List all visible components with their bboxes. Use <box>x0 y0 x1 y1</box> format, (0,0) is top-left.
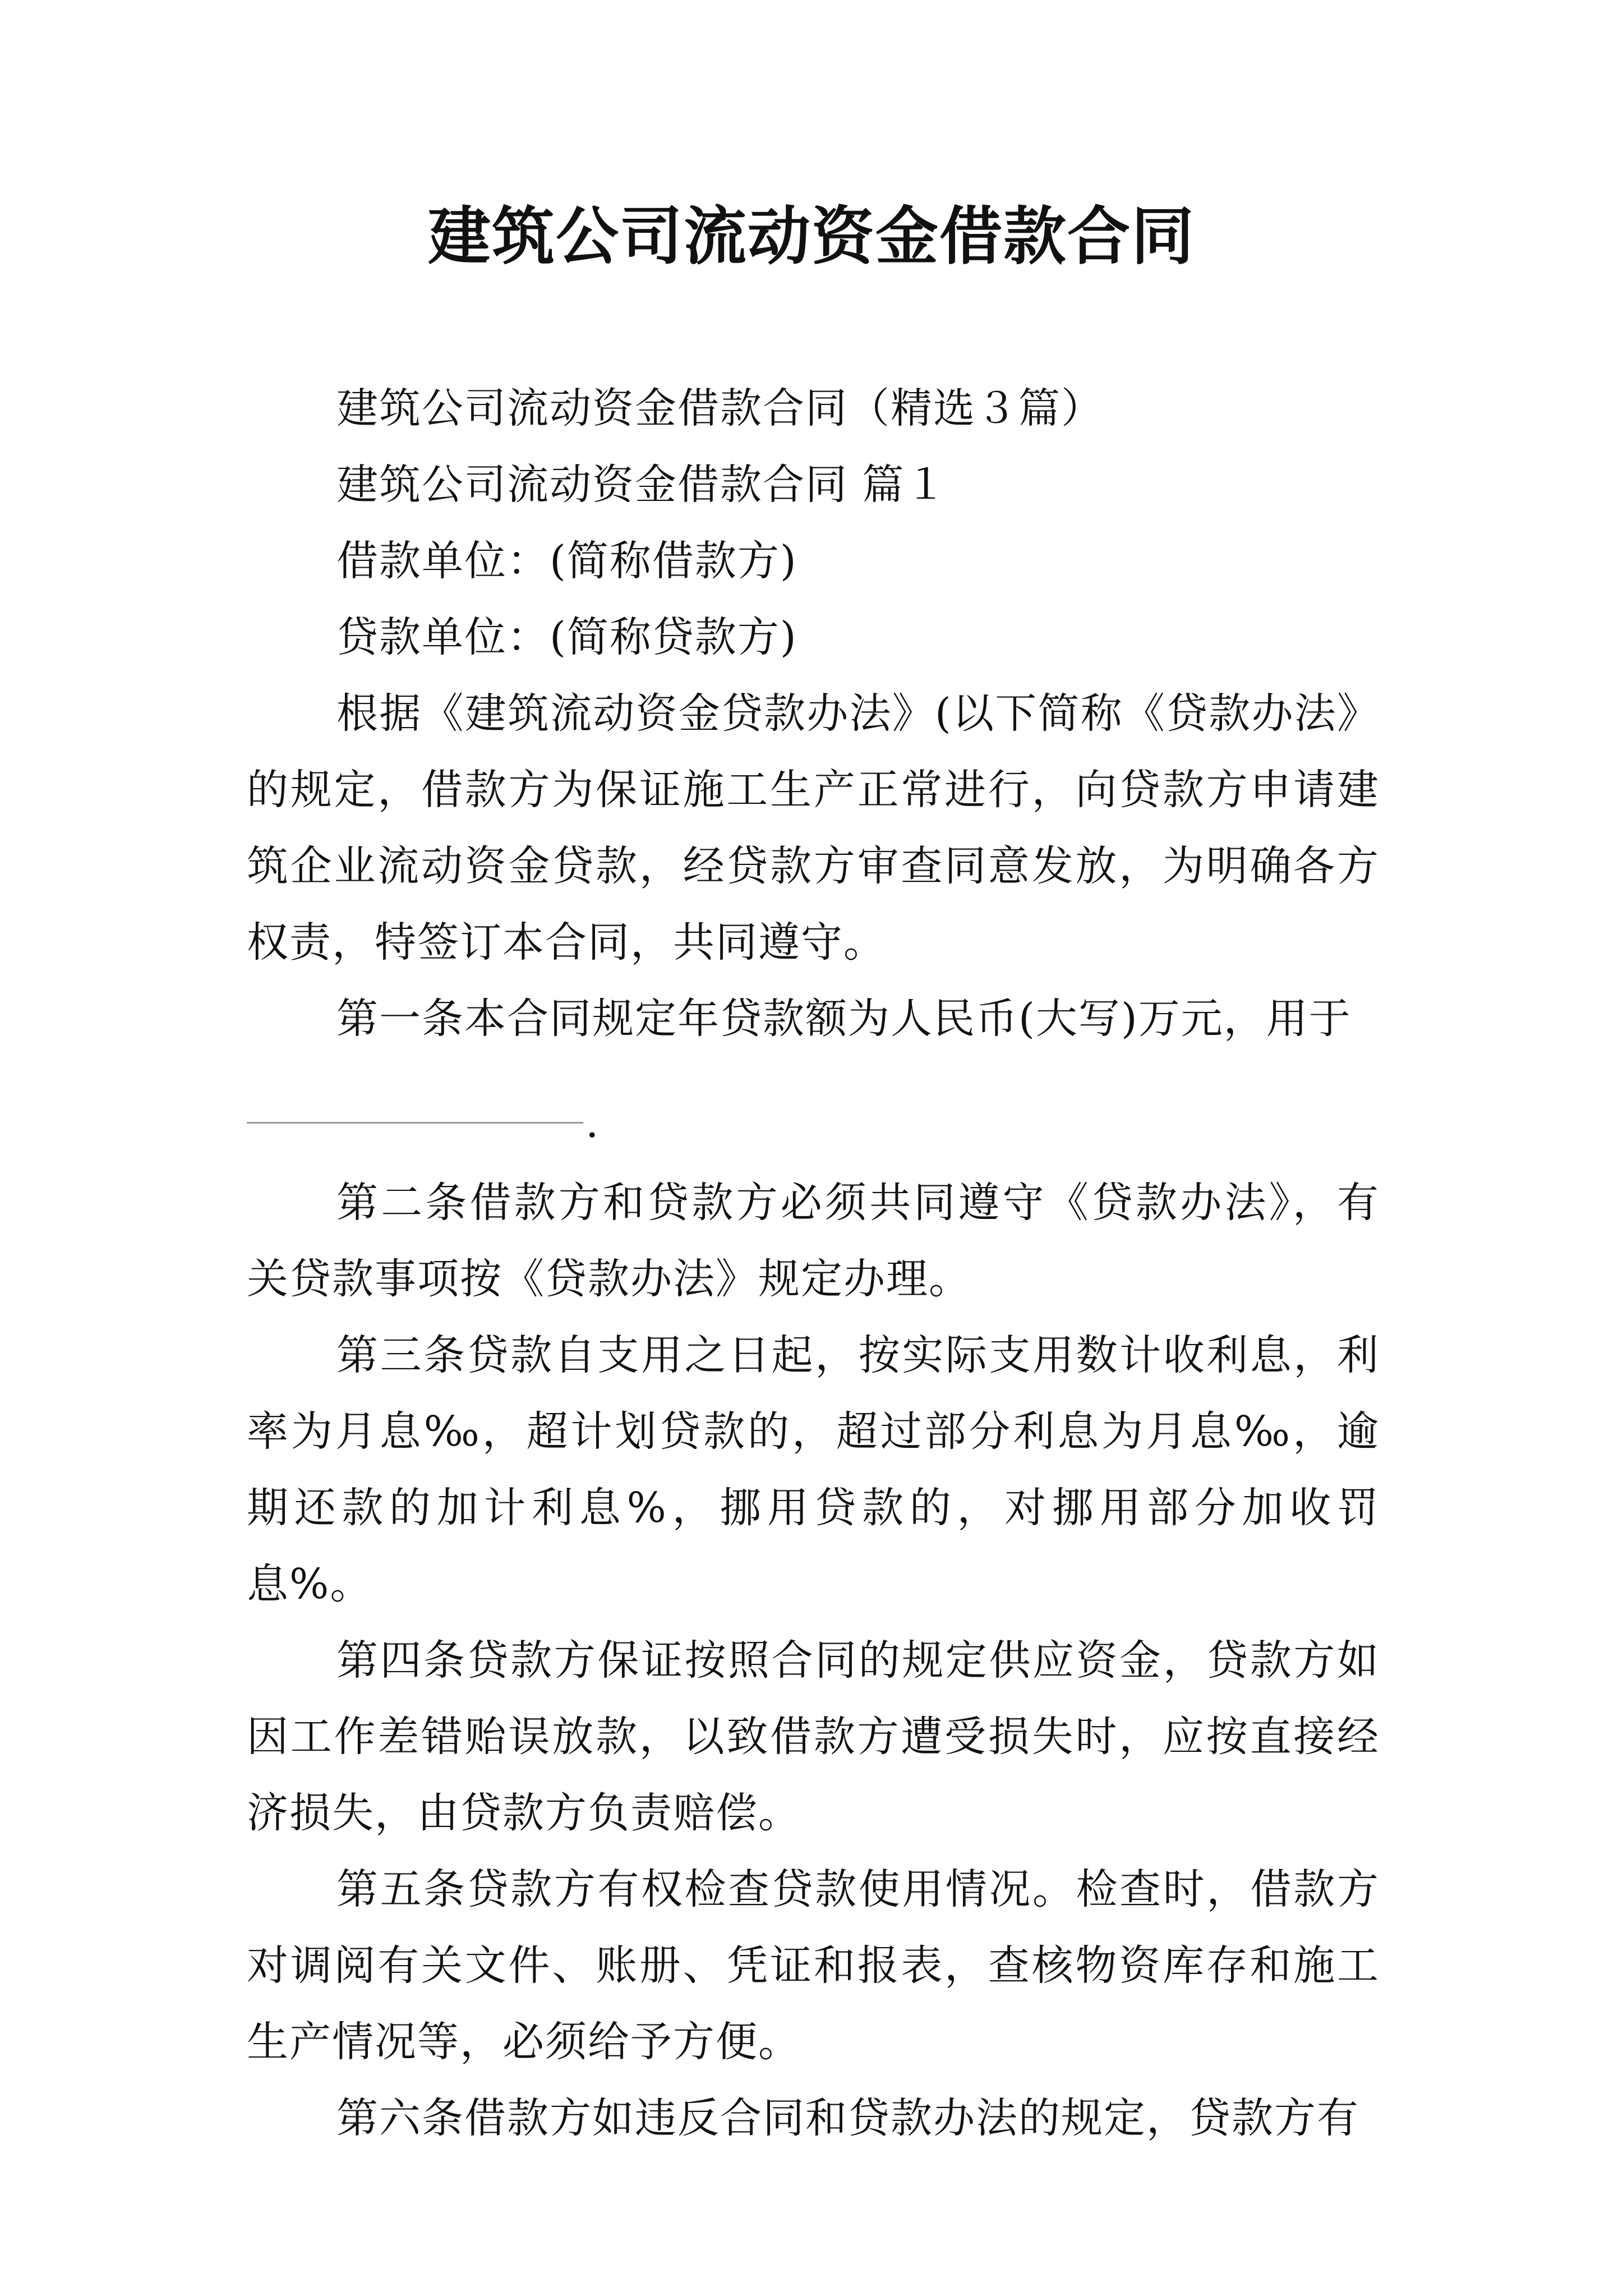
document-title: 建筑公司流动资金借款合同 <box>428 200 1195 273</box>
fill-in-blank <box>247 1085 1380 1161</box>
paragraph-lender: 贷款单位：(简称贷款方) <box>336 613 797 661</box>
paragraph-subtitle: 建筑公司流动资金借款合同（精选３篇） <box>336 384 1104 432</box>
blank-period: . <box>585 1099 600 1147</box>
paragraph-article-2: 第二条借款方和贷款方必须共同遵守《贷款办法》，有关贷款事项按《贷款办法》规定办理。 <box>247 1179 1380 1303</box>
paragraph-article-1: 第一条本合同规定年贷款额为人民币(大写)万元，用于 <box>336 995 1352 1043</box>
document-body <box>247 370 1380 2156</box>
paragraph-article-6: 第六条借款方如违反合同和贷款办法的规定，贷款方有 <box>336 2094 1359 2142</box>
paragraph-article-4: 第四条贷款方保证按照合同的规定供应资金，贷款方如因工作差错贻误放款，以致借款方遭受损失时，应按直接经济损失，由贷款方负责赔偿。 <box>247 1636 1380 1837</box>
blank-underline <box>247 1122 583 1124</box>
paragraph-preamble: 根据《建筑流动资金贷款办法》(以下简称《贷款办法》的规定，借款方为保证施工生产正常进行，向贷款方申请建筑企业流动资金贷款，经贷款方审查同意发放，为明确各方权责，特签订本合同，共同遵守。 <box>247 689 1380 967</box>
paragraph-article-3: 第三条贷款自支用之日起，按实际支用数计收利息，利率为月息‰，超计划贷款的，超过部分利息为月息‰，逾期还款的加计利息%，挪用贷款的，对挪用部分加收罚息%。 <box>247 1331 1380 1608</box>
paragraph-borrower: 借款单位：(简称借款方) <box>336 537 797 585</box>
paragraph-section-heading: 建筑公司流动资金借款合同 篇１ <box>336 461 948 509</box>
paragraph-article-5: 第五条贷款方有权检查贷款使用情况。检查时，借款方对调阅有关文件、账册、凭证和报表，查核物资库存和施工生产情况等，必须给予方便。 <box>247 1865 1380 2066</box>
